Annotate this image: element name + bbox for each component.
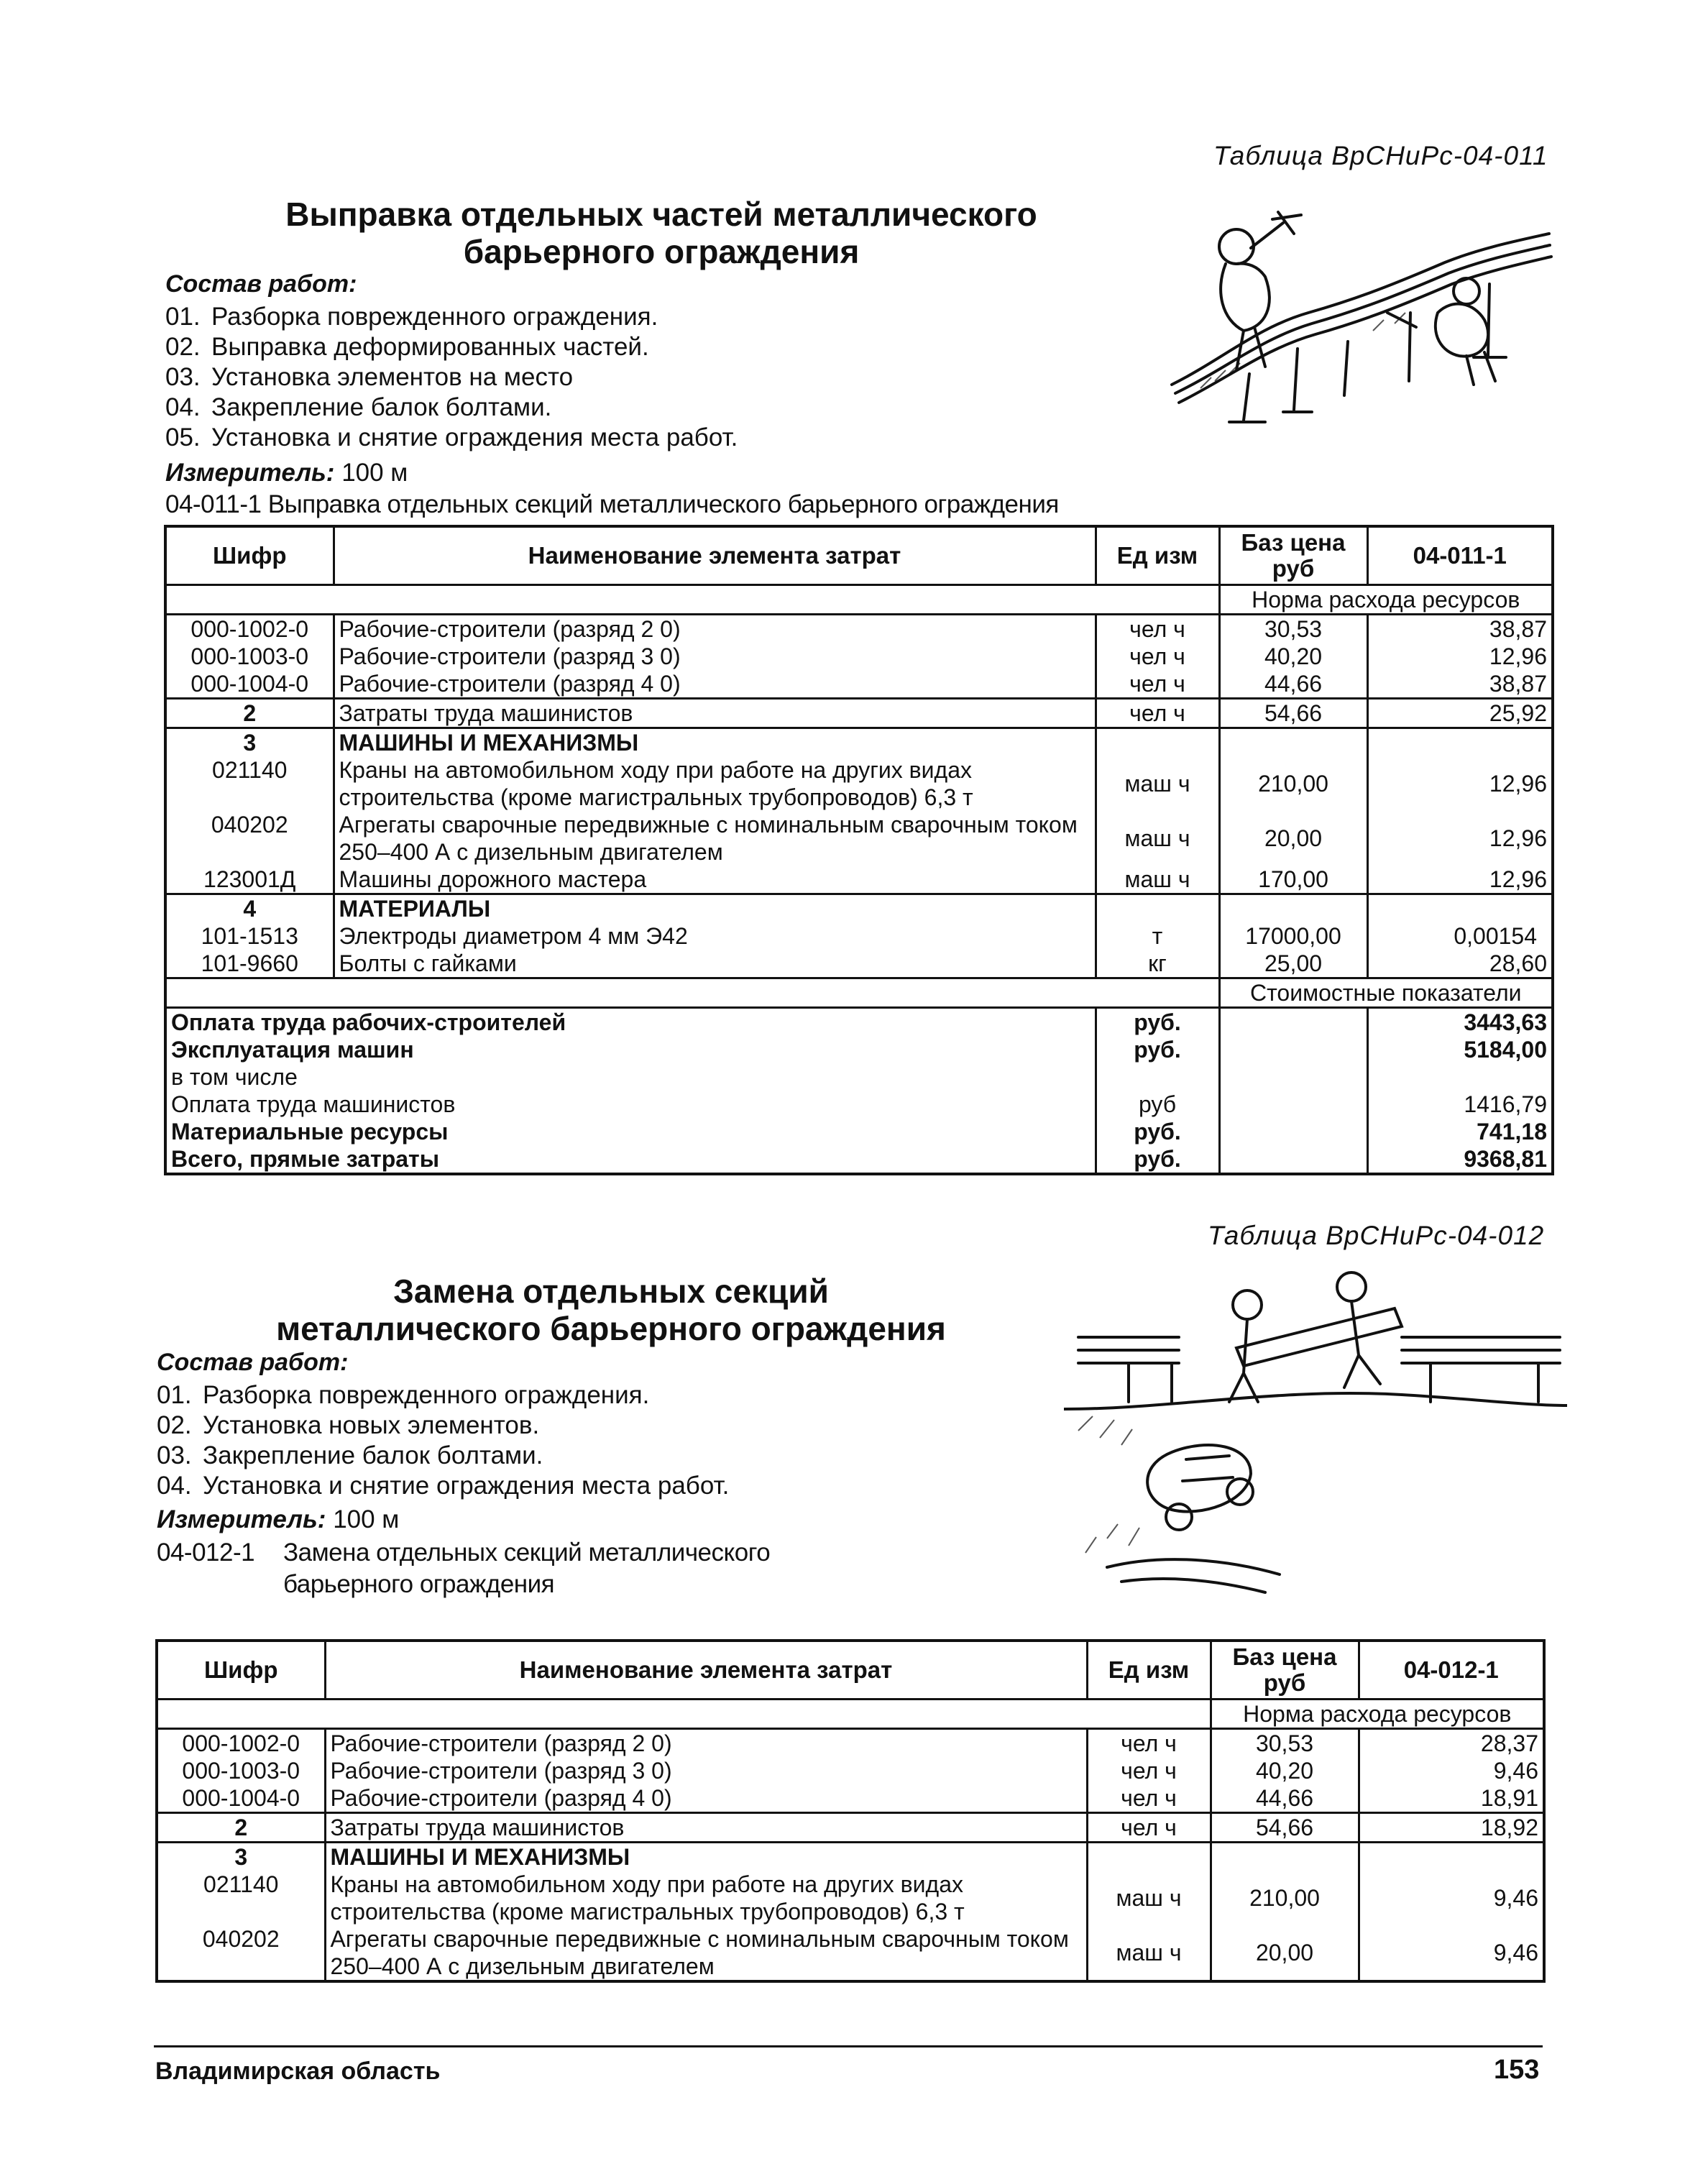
list-item: 05. Установка и снятие ограждения места работ. — [165, 423, 738, 451]
item-caption — [157, 1538, 770, 1567]
footer-rule — [154, 2045, 1543, 2047]
guardrail-repair-illustration — [1157, 205, 1560, 442]
item-text: Замена отдельных секций металлического — [283, 1538, 771, 1567]
table-row: 000-1004-0 Рабочие-строители (разряд 4 0) чел ч 44,66 38,87 — [165, 670, 1553, 699]
list-item: 03. Установка элементов на место — [165, 363, 574, 391]
summary-row: Материальные ресурсы руб. 741,18 — [165, 1118, 1553, 1145]
section-title — [216, 196, 1107, 270]
work-heading: Состав работ: — [165, 270, 357, 298]
page-number: 153 — [1494, 2055, 1540, 2085]
list-item: 04. Установка и снятие ограждения места работ. — [157, 1472, 730, 1500]
guardrail-replacement-illustration — [1064, 1265, 1567, 1610]
col-header-item: 04-012-1 — [1359, 1641, 1544, 1700]
title-line: барьерного ограждения — [463, 233, 860, 270]
band-label: Стоимостные показатели — [1219, 978, 1553, 1008]
table-row: 000-1003-0 Рабочие-строители (разряд 3 0) чел ч 40,20 12,96 — [165, 643, 1553, 670]
table-row: 040202 Агрегаты сварочные передвижные с номинальным сварочным током 250–400 А с дизельным двигателем маш ч 20,00 9,46 — [157, 1925, 1544, 1981]
item-code: 04-012-1 — [157, 1538, 255, 1567]
summary-row: Оплата труда рабочих-строителей руб. 3443,63 — [165, 1008, 1553, 1037]
footer-region: Владимирская область — [155, 2058, 441, 2085]
table-row: 000-1002-0 Рабочие-строители (разряд 2 0) чел ч 30,53 38,87 — [165, 615, 1553, 643]
title-line: металлического барьерного ограждения — [276, 1310, 946, 1347]
list-item: 02. Выправка деформированных частей. — [165, 333, 649, 361]
measure-value: 100 м — [333, 1505, 400, 1533]
list-item: 03. Закрепление балок болтами. — [157, 1441, 543, 1469]
summary-row: Оплата труда машинистов руб 1416,79 — [165, 1091, 1553, 1118]
table-row: 2 Затраты труда машинистов чел ч 54,66 25,92 — [165, 699, 1553, 728]
item-text: барьерного ограждения — [283, 1570, 555, 1598]
work-list — [165, 302, 738, 453]
col-header-unit: Ед изм — [1096, 526, 1219, 585]
col-header-code: Шифр — [157, 1641, 325, 1700]
summary-row: в том числе — [165, 1063, 1553, 1091]
table-row: 101-9660 Болты с гайками кг 25,00 28,60 — [165, 950, 1553, 978]
col-header-item: 04-011-1 — [1367, 526, 1553, 585]
col-header-code: Шифр — [165, 526, 334, 585]
work-list — [157, 1380, 729, 1501]
list-item: 01. Разборка поврежденного ограждения. — [165, 303, 658, 331]
table-row: 3 МАШИНЫ И МЕХАНИЗМЫ — [165, 728, 1553, 757]
table-row: 021140 Краны на автомобильном ходу при работе на других видах строительства (кроме магистральных трубопроводов) 6,3 т маш ч 210,00 12,96 — [165, 756, 1553, 811]
table-row: 123001Д Машины дорожного мастера маш ч 170,00 12,96 — [165, 866, 1553, 894]
resource-table — [164, 525, 1554, 1175]
table-row: 000-1004-0 Рабочие-строители (разряд 4 0) чел ч 44,66 18,91 — [157, 1784, 1544, 1813]
section-title — [216, 1272, 1006, 1347]
title-line: Замена отдельных секций — [393, 1272, 829, 1310]
col-header-price: Баз цена руб — [1219, 526, 1367, 585]
col-header-name: Наименование элемента затрат — [325, 1641, 1087, 1700]
item-caption — [165, 490, 1059, 519]
table-row: 2 Затраты труда машинистов чел ч 54,66 18,92 — [157, 1813, 1544, 1843]
item-code: 04-011-1 — [165, 490, 262, 518]
measure-value: 100 м — [341, 459, 408, 487]
measure-unit — [157, 1505, 399, 1534]
summary-row: Эксплуатация машин руб. 5184,00 — [165, 1036, 1553, 1063]
table-row: 021140 Краны на автомобильном ходу при работе на других видах строительства (кроме магистральных трубопроводов) 6,3 т маш ч 210,00 9,46 — [157, 1871, 1544, 1925]
title-line: Выправка отдельных частей металлического — [285, 196, 1037, 233]
col-header-price: Баз цена руб — [1211, 1641, 1359, 1700]
table-caption: Таблица ВрСНиРс-04-011 — [1213, 141, 1548, 170]
table-row: 3 МАШИНЫ И МЕХАНИЗМЫ — [157, 1843, 1544, 1871]
resource-table — [155, 1639, 1546, 1983]
measure-label: Измеритель: — [157, 1505, 326, 1533]
summary-row: Всего, прямые затраты руб. 9368,81 — [165, 1145, 1553, 1174]
col-header-name: Наименование элемента затрат — [334, 526, 1096, 585]
table-row: 000-1002-0 Рабочие-строители (разряд 2 0) чел ч 30,53 28,37 — [157, 1729, 1544, 1758]
work-heading: Состав работ: — [157, 1349, 349, 1376]
table-row: 000-1003-0 Рабочие-строители (разряд 3 0) чел ч 40,20 9,46 — [157, 1757, 1544, 1784]
measure-unit — [165, 459, 408, 487]
band-label: Норма расхода ресурсов — [1219, 585, 1553, 615]
band-label: Норма расхода ресурсов — [1211, 1700, 1544, 1729]
list-item: 01. Разборка поврежденного ограждения. — [157, 1381, 650, 1409]
list-item: 04. Закрепление балок болтами. — [165, 393, 552, 421]
table-row: 101-1513 Электроды диаметром 4 мм Э42 т 17000,00 0,00154 — [165, 922, 1553, 950]
table-caption: Таблица ВрСНиРс-04-012 — [1208, 1221, 1545, 1250]
table-row: 4 МАТЕРИАЛЫ — [165, 894, 1553, 923]
item-text: Выправка отдельных секций металлического барьерного ограждения — [267, 490, 1059, 518]
table-row: 040202 Агрегаты сварочные передвижные с номинальным сварочным током 250–400 А с дизельным двигателем маш ч 20,00 12,96 — [165, 811, 1553, 866]
list-item: 02. Установка новых элементов. — [157, 1411, 540, 1439]
col-header-unit: Ед изм — [1087, 1641, 1211, 1700]
measure-label: Измеритель: — [165, 459, 335, 487]
